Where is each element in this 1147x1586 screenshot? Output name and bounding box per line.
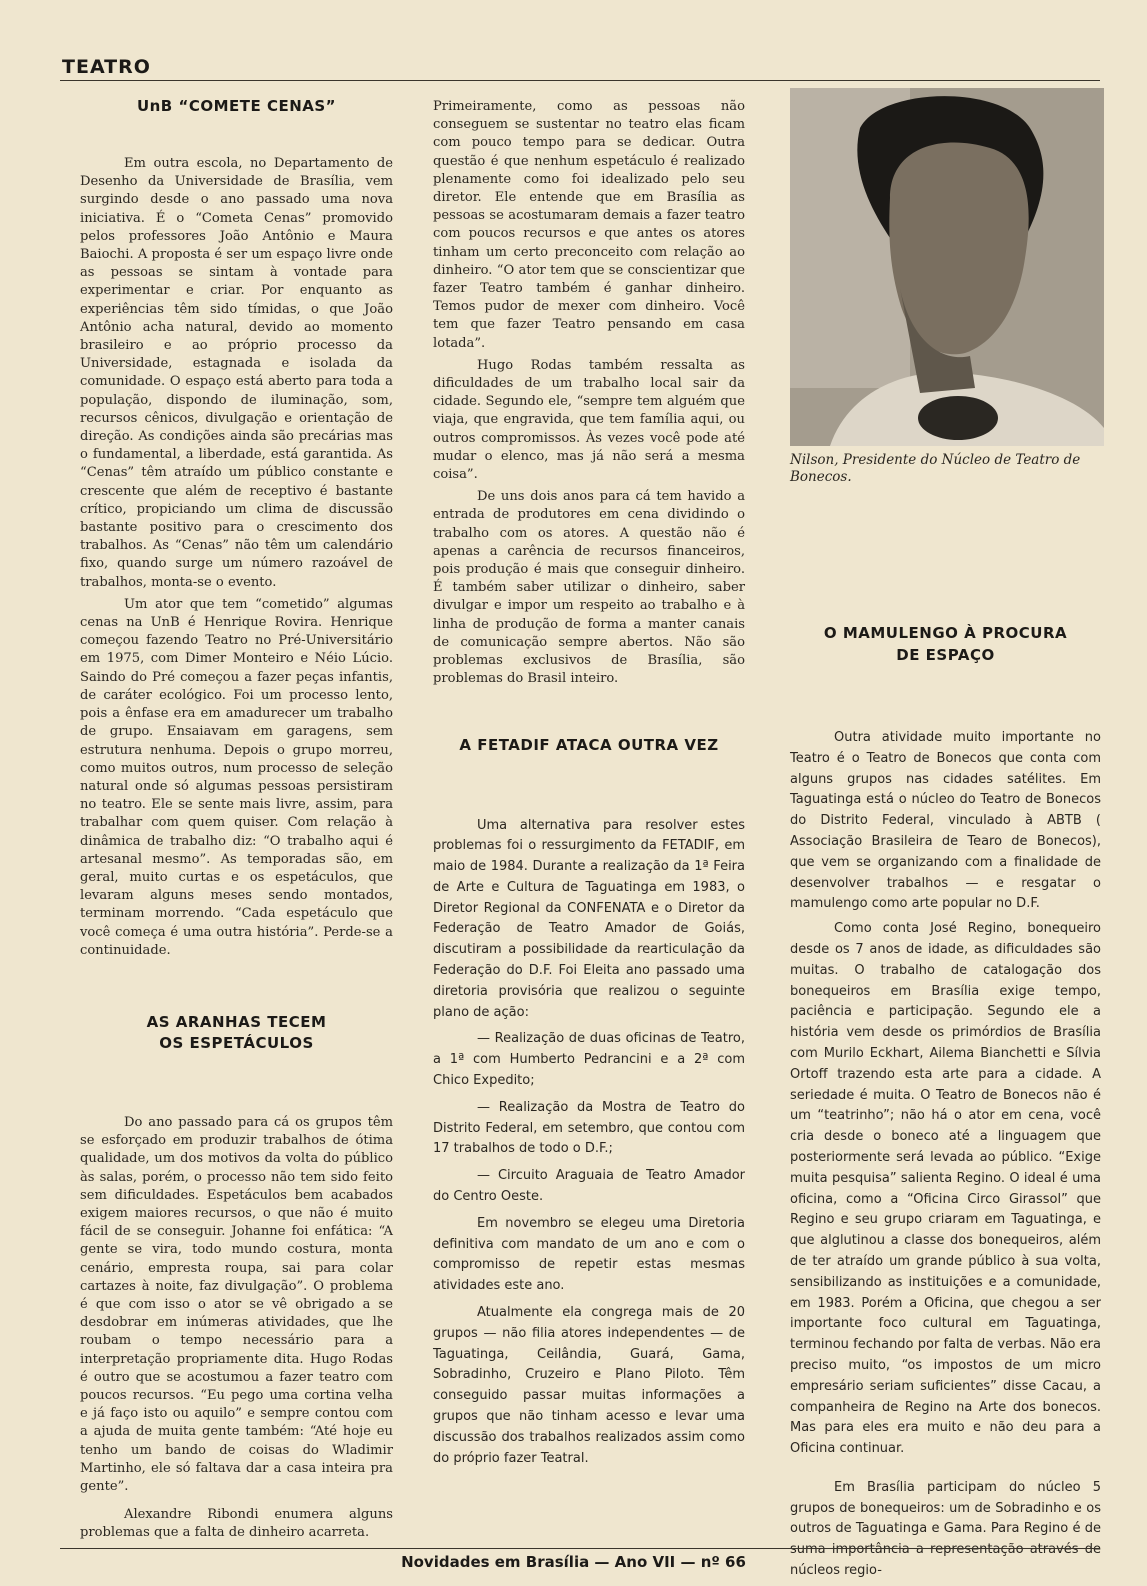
- portrait-photo: [790, 88, 1104, 446]
- top-rule: [60, 80, 1100, 81]
- headline-aranhas: AS ARANHAS TECEM OS ESPETÁCULOS: [146, 1012, 327, 1052]
- paragraph: — Realização da Mostra de Teatro do Distrito Federal, em setembro, que contou com 17 trabalhos de todo o D.F.;: [433, 1099, 745, 1157]
- paragraph: De uns dois anos para cá tem havido a entrada de produtores em cena dividindo o trabalho com os atores. A questão não é apenas a carência de recursos financeiros, pois produção é mais que conseguir dinheiro. É também saber utilizar o dinheiro, saber divulgar e impor um respeito ao trabalho e à linha de produção de forma a manter canais de comunicação sempre abertos. Não são problemas exclusivos de Brasília, são problemas do Brasil inteiro.: [433, 489, 745, 687]
- bottom-rule: [60, 1548, 1100, 1549]
- paragraph: Alexandre Ribondi enumera alguns problemas que a falta de dinheiro acarreta.: [80, 1507, 393, 1541]
- paragraph: Uma alternativa para resolver estes problemas foi o ressurgimento da FETADIF, em maio de 1984. Durante a realização da 1ª Feira de Arte e Cultura de Taguatinga em 1983, o Diretor Regional da CONFENATA e o Diretor da Federação de Teatro Amador de Goiás, discutiram a possibilidade da rearticulação da Federação do D.F. Foi Eleita ano passado uma diretoria provisória que realizou o seguinte plano de ação:: [433, 817, 745, 1020]
- paragraph: Hugo Rodas também ressalta as dificuldades de um trabalho local sair da cidade. Segundo ele, “sempre tem alguém que viaja, que engravida, que tem família aqui, ou outros compromissos. Às vezes você pode até mudar o elenco, mas já não será a mesma coisa”.: [433, 357, 745, 483]
- photo-caption: Nilson, Presidente do Núcleo de Teatro de Bonecos.: [790, 452, 1081, 485]
- paragraph: — Realização de duas oficinas de Teatro, a 1ª com Humberto Pedrancini e a 2ª com Chico Expedito;: [433, 1031, 745, 1089]
- headline-mamulengo: O MAMULENGO À PROCURA DE ESPAÇO: [823, 624, 1068, 664]
- portrait-illustration: [790, 88, 1104, 446]
- paragraph: Em Brasília participam do núcleo 5 grupos de bonequeiros: um de Sobradinho e os outros de Taguatinga e Gama. Para Regino é de suma importância a representação através de núcleos regio-: [790, 1479, 1101, 1579]
- paragraph: — Circuito Araguaia de Teatro Amador do Centro Oeste.: [433, 1168, 745, 1205]
- paragraph: Do ano passado para cá os grupos têm se esforçado em produzir trabalhos de ótima qualidade, um dos motivos da volta do público às salas, porém, o processo não tem sido feito sem dificuldades. Espetáculos bem acabados exigem maiores recursos, o que não é muito fácil de se conseguir. Johanne foi enfática: “A gente se vira, todo mundo costura, monta cenário, empresta roupa, sai para colar cartazes à noite, faz divulgação”. O problema é que com isso o ator se vê obrigado a se desdobrar em inúmeras atividades, que lhe roubam o tempo necessário para a interpretação propriamente dita. Hugo Rodas é outro que se acostumou a fazer teatro com poucos recursos. “Eu pego uma cortina velha e já faço isto ou aquilo” e sempre contou com a ajuda de muita gente também: “Até hoje eu tenho um bando de coisas do Wladimir Martinho, ele só faltava dar a casa inteira pra gente”.: [80, 1114, 393, 1494]
- paragraph: Primeiramente, como as pessoas não conseguem se sustentar no teatro elas ficam com pouco tempo para se dedicar. Outra questão é que nenhum espetáculo é realizado plenamente como foi idealizado pelo seu diretor. Ele entende que em Brasília as pessoas se acostumaram demais a fazer teatro com poucos recursos e que antes os atores tinham um certo preconceito com relação ao dinheiro. “O ator tem que se conscientizar que fazer Teatro também é ganhar dinheiro. Temos pudor de mexer com dinheiro. Você tem que fazer Teatro pensando em casa lotada”.: [433, 99, 745, 351]
- paragraph: Em novembro se elegeu uma Diretoria definitiva com mandato de um ano e com o compromisso de repetir estas mesmas atividades este ano.: [433, 1215, 745, 1294]
- paragraph: Em outra escola, no Departamento de Desenho da Universidade de Brasília, vem surgindo desde o ano passado uma nova iniciativa. É o “Cometa Cenas” promovido pelos professores João Antônio e Maura Baiochi. A proposta é ser um espaço livre onde as pessoas se sintam à vontade para experimentar e criar. Por enquanto as experiências têm sido tímidas, o que João Antônio acha natural, devido ao momento brasileiro e ao próprio processo da Universidade, estagnada e isolada da comunidade. O espaço está aberto para toda a população, dispondo de iluminação, som, recursos cênicos, divulgação e orientação de direção. As condições ainda são precárias mas o fundamental, a liberdade, está garantida. As “Cenas” têm atraído um público constante e crescente que além de receptivo é bastante crítico, propiciando um clima de discussão bastante positivo para o crescimento dos trabalhos. As “Cenas” não têm um calendário fixo, quando surge um número razoável de trabalhos, monta-se o evento.: [80, 156, 393, 590]
- footer-publication: Novidades em Brasília — Ano VII — nº 66: [401, 1553, 746, 1571]
- paragraph: Outra atividade muito importante no Teatro é o Teatro de Bonecos que conta com alguns grupos nas cidades satélites. Em Taguatinga está o núcleo do Teatro de Bonecos do Distrito Federal, vinculado à ABTB ( Associação Brasileira de Tearo de Bonecos), que vem se organizando com a finalidade de desenvolver trabalhos — e resgatar o mamulengo como arte popular no D.F.: [790, 730, 1101, 912]
- column-3: [790, 622, 1101, 1586]
- column-1: [80, 96, 393, 1547]
- headline-fetadif: A FETADIF ATACA OUTRA VEZ: [459, 735, 719, 754]
- paragraph: Atualmente ela congrega mais de 20 grupos — não filia atores independentes — de Taguatinga, Ceilândia, Guará, Gama, Sobradinho, Cruzeiro e Plano Piloto. Têm conseguido passar muitas informações a grupos que não tinham acesso e levar uma discussão dos trabalhos realizados assim como do próprio fazer Teatral.: [433, 1305, 745, 1466]
- paragraph: Um ator que tem “cometido” algumas cenas na UnB é Henrique Rovira. Henrique começou fazendo Teatro no Pré-Universitário em 1975, com Dimer Monteiro e Néio Lúcio. Saindo do Pré começou a fazer peças infantis, de caráter ecológico. Foi um processo lento, pois a ênfase era em amadurecer um trabalho de grupo. Ensaiavam em garagens, sem estrutura nenhuma. Depois o grupo morreu, como muitos outros, num processo de seleção natural onde só algumas pessoas persistiram no teatro. Ele se sente mais livre, assim, para trabalhar com quem quiser. Com relação à dinâmica de trabalho diz: “O trabalho aqui é artesanal mesmo”. As temporadas são, em geral, muito curtas e os espetáculos, que levaram alguns meses sendo montados, terminam morrendo. “Cada espetáculo que você começa é uma outra história”. Perde-se a continuidade.: [80, 596, 393, 958]
- headline-unb: UnB “COMETE CENAS”: [136, 97, 337, 115]
- section-title: TEATRO: [62, 56, 151, 78]
- column-2: [433, 98, 745, 1475]
- paragraph: Como conta José Regino, bonequeiro desde os 7 anos de idade, as dificuldades são muitas. O trabalho de catalogação dos bonequeiros em Brasília exige tempo, paciência e participação. Segundo ele a história vem desde os primórdios de Brasília com Murilo Eckhart, Ailema Bianchetti e Sílvia Ortoff trazendo esta arte para a cidade. A seriedade é muita. O Teatro de Bonecos não é um “teatrinho”; não há o ator em cena, você cria desde o boneco até a linguagem que posteriormente será levada ao público. “Exige muita pesquisa” salienta Regino. O ideal é uma oficina, como a “Oficina Circo Girassol” que Regino e seu grupo criaram em Taguatinga, e que alglutinou a classe dos bonequeiros, além de ter atraído um grande público à sua volta, sensibilizando as instituições e a comunidade, em 1983. Porém a Oficina, que chegou a ser importante foco cultural em Taguatinga, terminou fechando por falta de verbas. Não era preciso muito, “os impostos de um micro empresário seriam suficientes” disse Cacau, a companheira de Regino na Arte dos bonecos. Mas para eles era muito e não deu para a Oficina continuar.: [790, 921, 1101, 1457]
